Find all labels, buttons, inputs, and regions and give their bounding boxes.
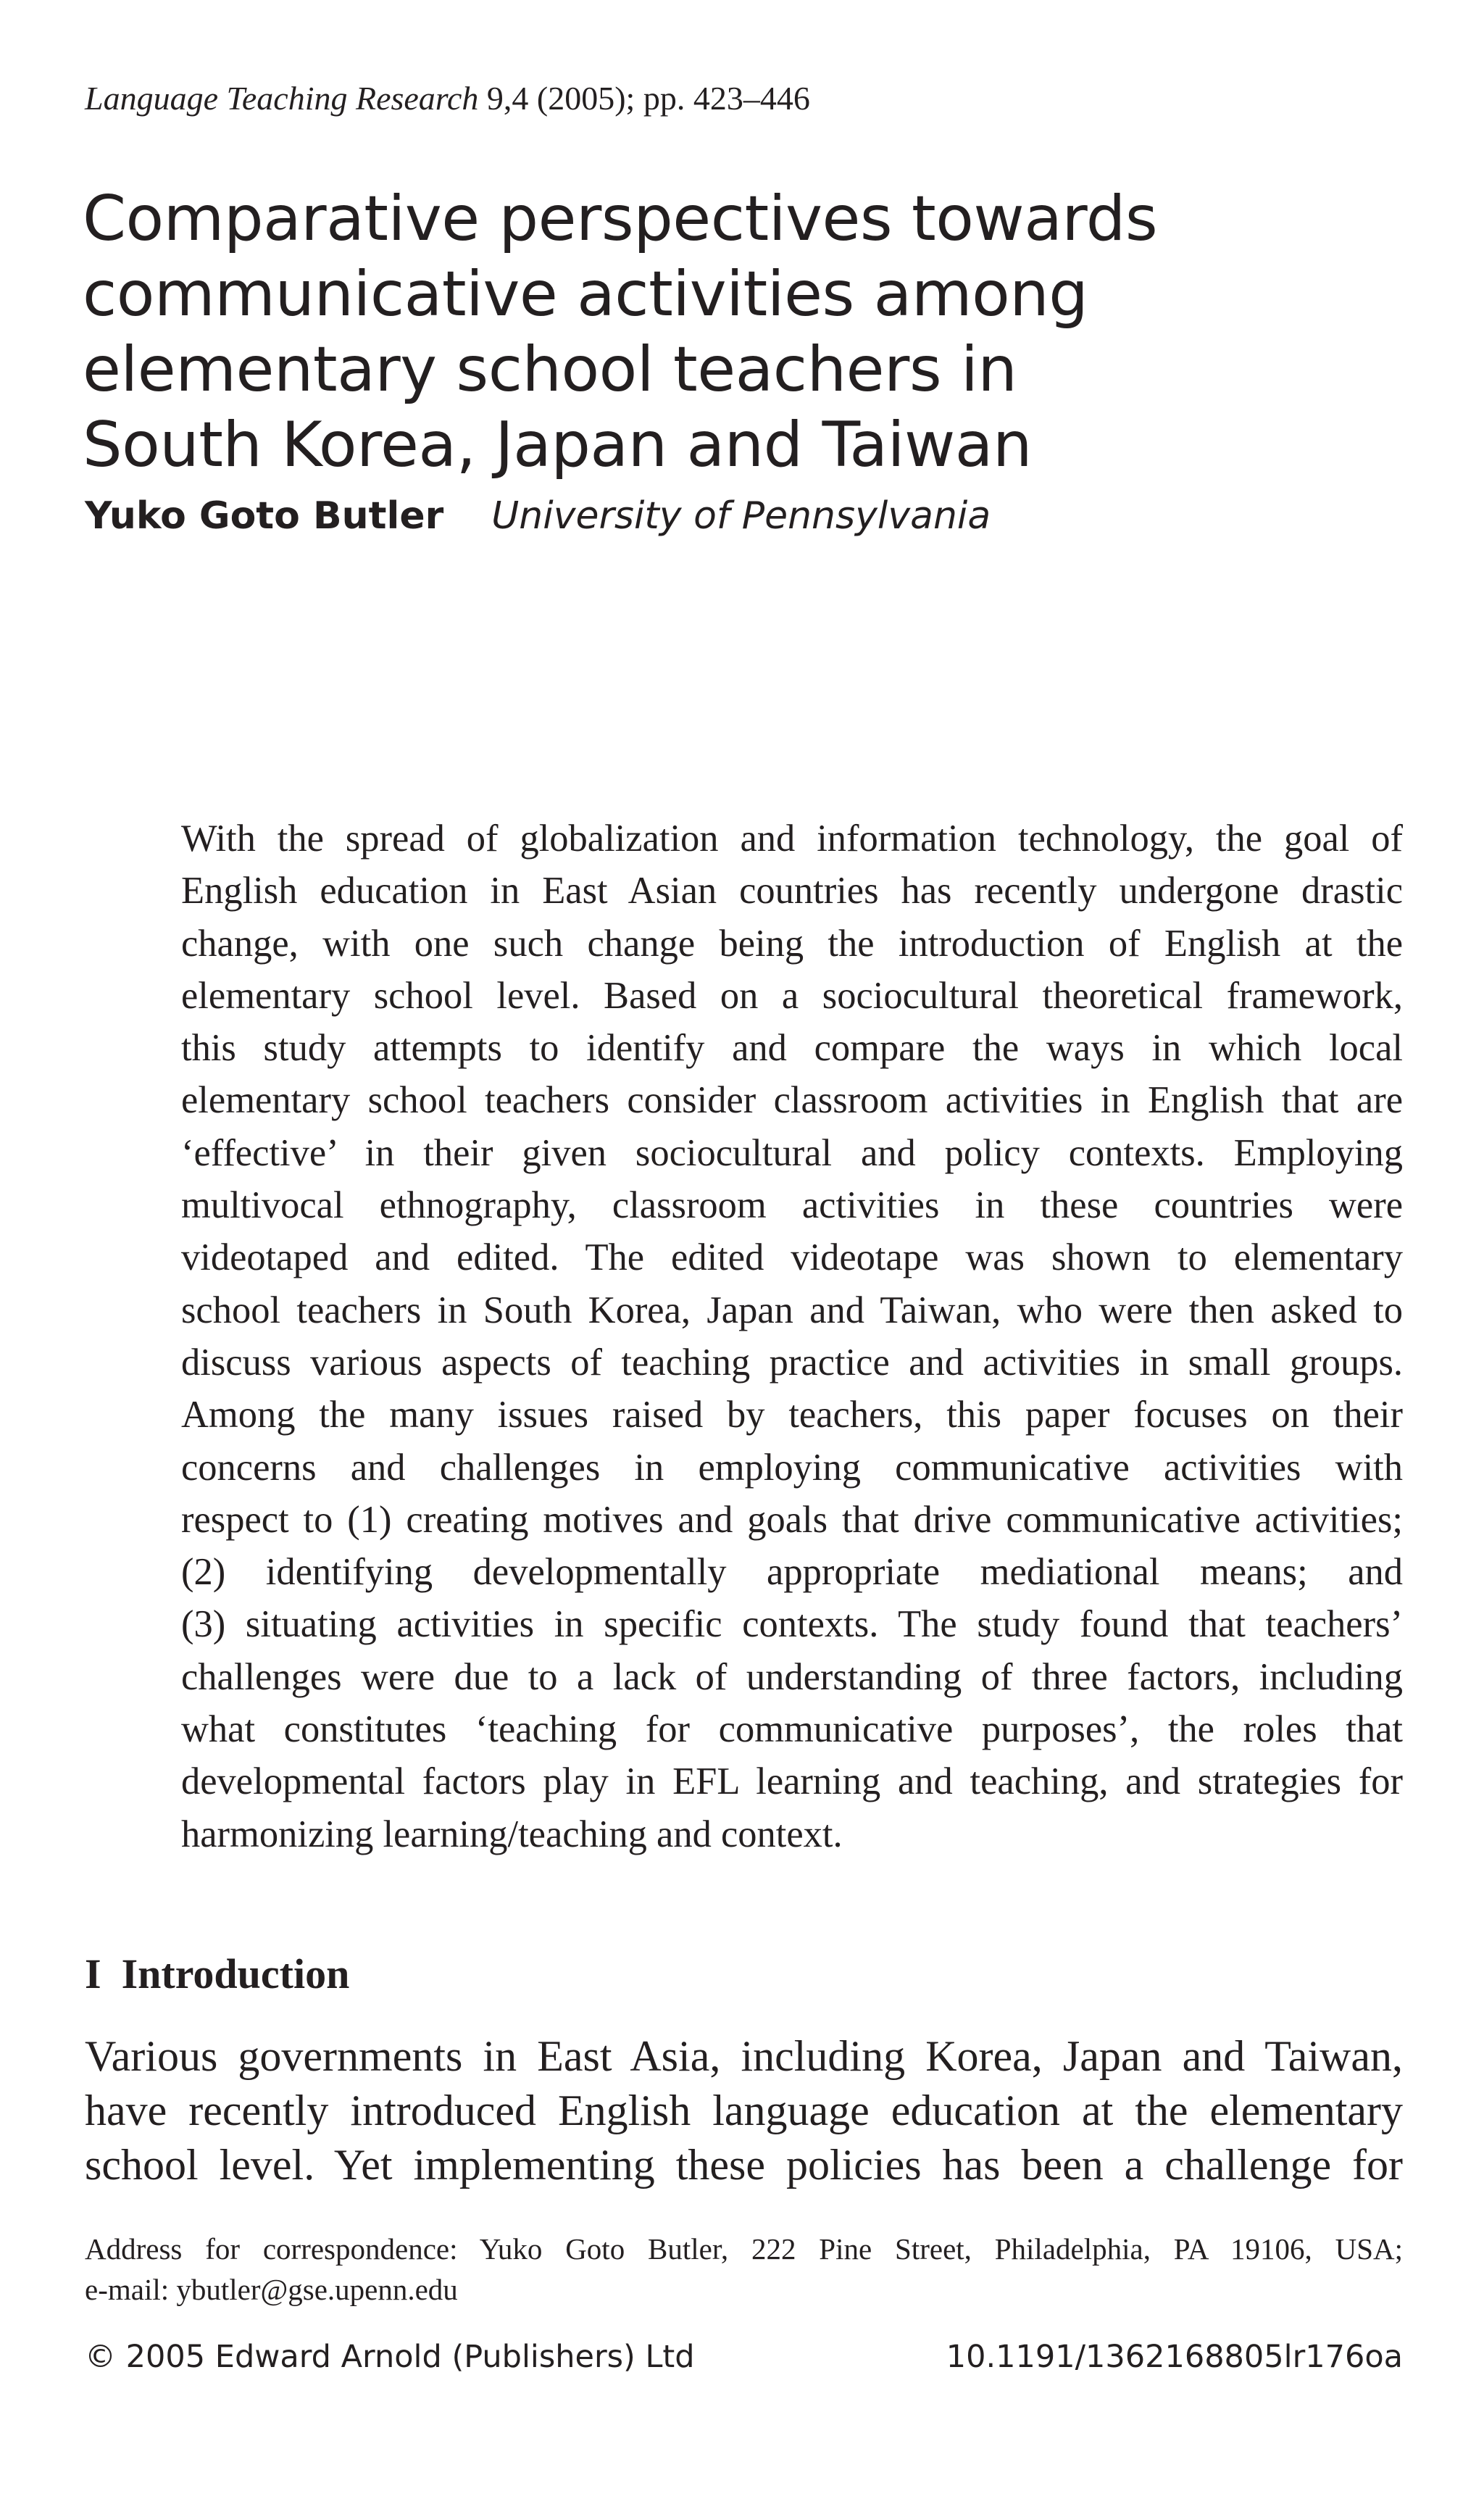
title-line: elementary school teachers in [83,333,1017,406]
doi: 10.1191/1362168805lr176oa [946,2339,1403,2375]
page-footer [85,2337,1403,2377]
abstract-line: discuss various aspects of teaching practice and activities in small groups. [181,1341,1403,1384]
abstract-line: elementary school teachers consider classroom activities in English that are [181,1079,1403,1122]
abstract-line: change, with one such change being the introduction of English at the [181,922,1403,965]
abstract-line: With the spread of globalization and information technology, the goal of [181,818,1403,860]
volume-pages: 9,4 (2005); pp. 423–446 [486,80,810,117]
abstract-line: English education in East Asian countries has recently undergone drastic [181,870,1403,912]
introduction-paragraph [85,2029,1403,2192]
abstract-line: respect to (1) creating motives and goals that drive communicative activities; [181,1498,1403,1541]
abstract-line: what constitutes ‘teaching for communicative purposes’, the roles that [181,1708,1403,1751]
abstract-line: developmental factors play in EFL learning and teaching, and strategies for [181,1760,1403,1803]
abstract-line: ‘effective’ in their given sociocultural and policy contexts. Employing [181,1131,1403,1174]
body-line: have recently introduced English language education at the elementary [85,2087,1403,2134]
title-line: South Korea, Japan and Taiwan [83,409,1033,481]
footnote-line: Address for correspondence: Yuko Goto Butler, 222 Pine Street, Philadelphia, PA 19106, USA; [85,2232,1403,2266]
journal-name: Language Teaching Research [85,80,479,117]
abstract-line: school teachers in South Korea, Japan and Taiwan, who were then asked to [181,1289,1403,1331]
abstract-line: videotaped and edited. The edited videotape was shown to elementary [181,1236,1403,1279]
article-title [83,181,1401,483]
section-heading [85,1948,349,2000]
author-name: Yuko Goto Butler [85,494,444,538]
section-title: Introduction [121,1950,350,1997]
byline [85,493,991,539]
body-line: school level. Yet implementing these policies has been a challenge for [85,2141,1403,2189]
abstract [181,812,1403,1860]
abstract-line: concerns and challenges in employing communicative activities with [181,1446,1403,1489]
abstract-line: multivocal ethnography, classroom activities in these countries were [181,1184,1403,1227]
title-line: Comparative perspectives towards [83,183,1158,255]
author-affiliation: University of Pennsylvania [491,494,991,538]
title-line: communicative activities among [83,258,1088,330]
copyright-notice: © 2005 Edward Arnold (Publishers) Ltd [85,2339,695,2375]
abstract-line: harmonizing learning/teaching and context. [181,1813,843,1855]
abstract-line: elementary school level. Based on a sociocultural theoretical framework, [181,974,1403,1017]
abstract-line: this study attempts to identify and compare the ways in which local [181,1027,1403,1070]
abstract-line: (3) situating activities in specific contexts. The study found that teachers’ [181,1603,1403,1646]
abstract-line: Among the many issues raised by teachers, this paper focuses on their [181,1394,1403,1436]
journal-citation [85,78,810,119]
abstract-line: challenges were due to a lack of understanding of three factors, including [181,1655,1403,1698]
section-number: I [85,1950,101,1997]
correspondence-footnote [85,2229,1403,2310]
footnote-line: e-mail: ybutler@gse.upenn.edu [85,2273,458,2306]
body-line: Various governments in East Asia, including Korea, Japan and Taiwan, [85,2032,1403,2080]
abstract-line: (2) identifying developmentally appropriate mediational means; and [181,1551,1403,1594]
